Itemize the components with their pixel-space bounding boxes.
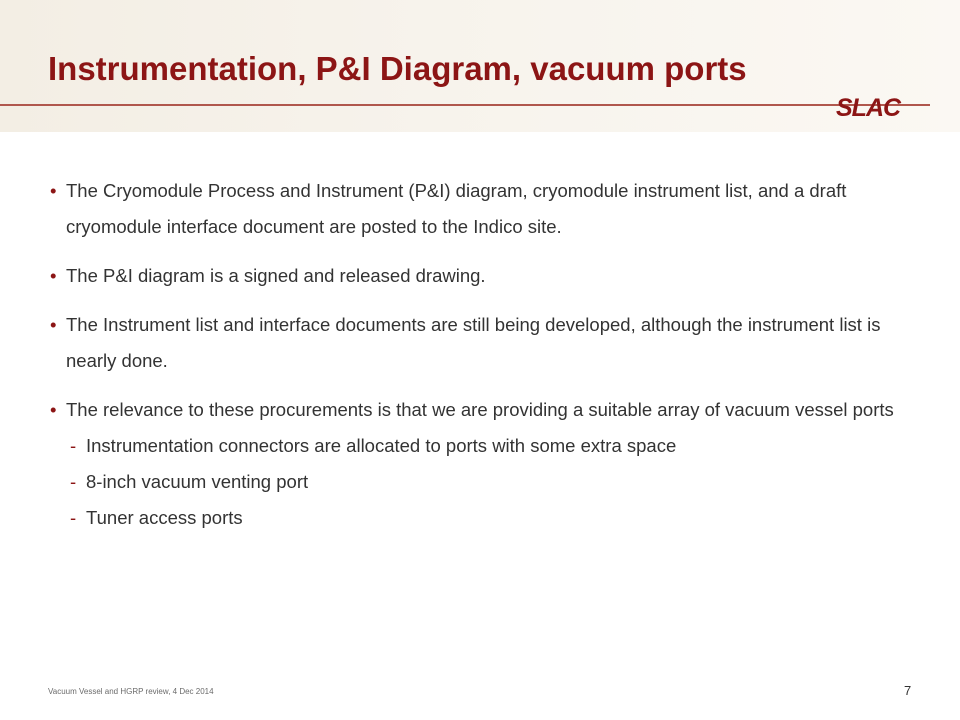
bullet-item (50, 173, 910, 245)
sub-bullet-text: Tuner access ports (86, 507, 243, 528)
sub-bullet-item (50, 464, 910, 500)
bullet-dot: • (50, 180, 57, 201)
bullet-text: The relevance to these procurements is that we are providing a suitable array of vacuum vessel ports (66, 399, 894, 420)
slide-title: Instrumentation, P&I Diagram, vacuum ports (48, 50, 747, 87)
bullet-list (50, 173, 910, 536)
bullet-text: The Instrument list and interface documents are still being developed, although the instrument list is nearly done. (66, 314, 881, 371)
bullet-text: The P&I diagram is a signed and released drawing. (66, 265, 486, 286)
sub-bullet-dash: - (70, 435, 77, 456)
bullet-item (50, 258, 910, 294)
sub-bullet-dash: - (70, 507, 77, 528)
bullet-item (50, 392, 910, 428)
sub-bullet-item (50, 500, 910, 536)
page-number: 7 (904, 683, 912, 698)
bullet-item (50, 307, 910, 379)
footer-caption: Vacuum Vessel and HGRP review, 4 Dec 2014 (48, 687, 214, 696)
slac-logo-text: SLAC (836, 94, 901, 120)
sub-bullet-dash: - (70, 471, 77, 492)
bullet-dot: • (50, 399, 57, 420)
sub-bullet-item (50, 428, 910, 464)
sub-bullet-text: 8-inch vacuum venting port (86, 471, 309, 492)
slac-logo (836, 94, 916, 120)
bullet-dot: • (50, 265, 57, 286)
bullet-text: The Cryomodule Process and Instrument (P&I) diagram, cryomodule instrument list, and a draft cryomodule interface document are posted to the Indico site. (66, 180, 847, 237)
sub-bullet-text: Instrumentation connectors are allocated to ports with some extra space (86, 435, 677, 456)
title-divider (0, 104, 930, 106)
bullet-dot: • (50, 314, 57, 335)
title-banner (0, 0, 960, 132)
